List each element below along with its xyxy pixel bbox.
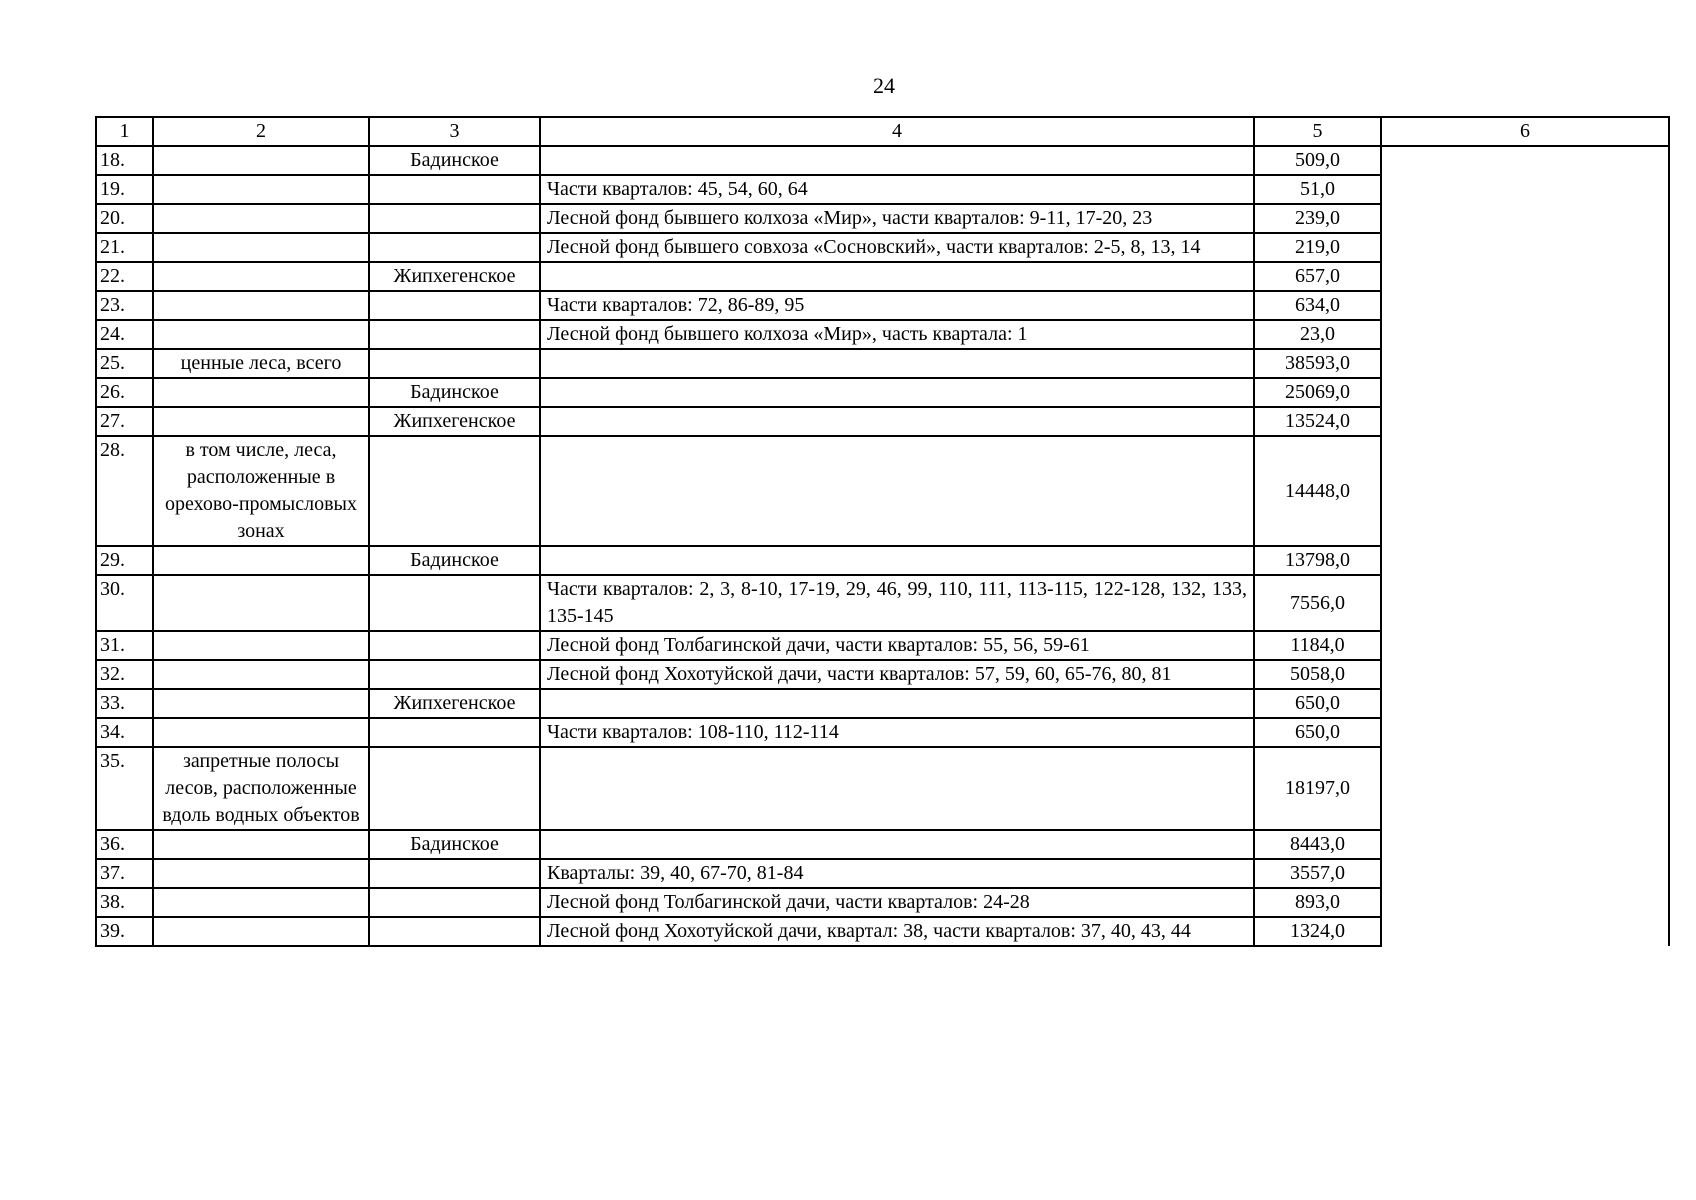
row-number-cell: 27. [96, 407, 153, 436]
district-cell [369, 718, 540, 747]
empty-cell [1381, 436, 1669, 546]
district-cell [369, 660, 540, 689]
category-cell [153, 291, 369, 320]
empty-cell [1381, 689, 1669, 718]
empty-cell [1381, 747, 1669, 830]
row-number-cell: 28. [96, 436, 153, 546]
area-cell: 18197,0 [1254, 747, 1381, 830]
table-row [96, 436, 1669, 546]
area-cell: 509,0 [1254, 146, 1381, 175]
category-cell [153, 859, 369, 888]
category-cell [153, 320, 369, 349]
table-row [96, 631, 1669, 660]
category-cell [153, 175, 369, 204]
row-number-cell: 19. [96, 175, 153, 204]
column-header: 1 [96, 117, 153, 146]
category-cell [153, 660, 369, 689]
table-row [96, 747, 1669, 830]
district-cell: Бадинское [369, 146, 540, 175]
area-cell: 893,0 [1254, 888, 1381, 917]
description-cell: Лесной фонд Толбагинской дачи, части кварталов: 24-28 [540, 888, 1254, 917]
table-row [96, 689, 1669, 718]
empty-cell [1381, 146, 1669, 175]
row-number-cell: 20. [96, 204, 153, 233]
description-cell: Лесной фонд Хохотуйской дачи, части кварталов: 57, 59, 60, 65-76, 80, 81 [540, 660, 1254, 689]
table-row [96, 718, 1669, 747]
area-cell: 25069,0 [1254, 378, 1381, 407]
empty-cell [1381, 320, 1669, 349]
category-cell: ценные леса, всего [153, 349, 369, 378]
area-cell: 239,0 [1254, 204, 1381, 233]
district-cell [369, 320, 540, 349]
empty-cell [1381, 175, 1669, 204]
row-number-cell: 18. [96, 146, 153, 175]
row-number-cell: 25. [96, 349, 153, 378]
description-cell: Части кварталов: 2, 3, 8-10, 17-19, 29, 46, 99, 110, 111, 113-115, 122-128, 132, 133, 135-145 [540, 575, 1254, 631]
area-cell: 1324,0 [1254, 917, 1381, 946]
column-header: 2 [153, 117, 369, 146]
empty-cell [1381, 859, 1669, 888]
category-cell [153, 546, 369, 575]
category-cell [153, 917, 369, 946]
empty-cell [1381, 718, 1669, 747]
category-cell [153, 689, 369, 718]
area-cell: 13798,0 [1254, 546, 1381, 575]
description-cell [540, 747, 1254, 830]
district-cell [369, 888, 540, 917]
table-row [96, 575, 1669, 631]
category-cell: в том числе, леса, расположенные в орехово-промысловых зонах [153, 436, 369, 546]
district-cell: Бадинское [369, 546, 540, 575]
empty-cell [1381, 262, 1669, 291]
empty-cell [1381, 575, 1669, 631]
district-cell: Бадинское [369, 378, 540, 407]
row-number-cell: 30. [96, 575, 153, 631]
table-row [96, 830, 1669, 859]
row-number-cell: 39. [96, 917, 153, 946]
table-row [96, 349, 1669, 378]
category-cell: запретные полосы лесов, расположенные вдоль водных объектов [153, 747, 369, 830]
column-header: 4 [540, 117, 1254, 146]
column-header: 3 [369, 117, 540, 146]
table-row [96, 204, 1669, 233]
category-cell [153, 262, 369, 291]
table-row [96, 146, 1669, 175]
area-cell: 1184,0 [1254, 631, 1381, 660]
row-number-cell: 22. [96, 262, 153, 291]
category-cell [153, 888, 369, 917]
district-cell [369, 204, 540, 233]
area-cell: 650,0 [1254, 689, 1381, 718]
description-cell [540, 546, 1254, 575]
empty-cell [1381, 631, 1669, 660]
area-cell: 14448,0 [1254, 436, 1381, 546]
row-number-cell: 34. [96, 718, 153, 747]
district-cell [369, 631, 540, 660]
district-cell: Жипхегенское [369, 262, 540, 291]
description-cell: Лесной фонд Толбагинской дачи, части кварталов: 55, 56, 59-61 [540, 631, 1254, 660]
empty-cell [1381, 291, 1669, 320]
district-cell [369, 349, 540, 378]
category-cell [153, 830, 369, 859]
category-cell [153, 718, 369, 747]
description-cell [540, 146, 1254, 175]
description-cell: Части кварталов: 45, 54, 60, 64 [540, 175, 1254, 204]
table-row [96, 917, 1669, 946]
description-cell [540, 349, 1254, 378]
row-number-cell: 38. [96, 888, 153, 917]
row-number-cell: 24. [96, 320, 153, 349]
description-cell: Лесной фонд Хохотуйской дачи, квартал: 38, части кварталов: 37, 40, 43, 44 [540, 917, 1254, 946]
district-cell: Жипхегенское [369, 407, 540, 436]
table-row [96, 546, 1669, 575]
row-number-cell: 35. [96, 747, 153, 830]
district-cell [369, 859, 540, 888]
area-cell: 38593,0 [1254, 349, 1381, 378]
area-cell: 650,0 [1254, 718, 1381, 747]
district-cell [369, 575, 540, 631]
table-row [96, 291, 1669, 320]
description-cell: Лесной фонд бывшего колхоза «Мир», части кварталов: 9-11, 17-20, 23 [540, 204, 1254, 233]
row-number-cell: 36. [96, 830, 153, 859]
description-cell [540, 407, 1254, 436]
area-cell: 8443,0 [1254, 830, 1381, 859]
table-row [96, 888, 1669, 917]
table-row [96, 407, 1669, 436]
row-number-cell: 31. [96, 631, 153, 660]
area-cell: 13524,0 [1254, 407, 1381, 436]
area-cell: 3557,0 [1254, 859, 1381, 888]
description-cell: Части кварталов: 108-110, 112-114 [540, 718, 1254, 747]
district-cell [369, 747, 540, 830]
category-cell [153, 631, 369, 660]
empty-cell [1381, 349, 1669, 378]
row-number-cell: 21. [96, 233, 153, 262]
district-cell [369, 291, 540, 320]
column-header: 5 [1254, 117, 1381, 146]
district-cell: Бадинское [369, 830, 540, 859]
table-row [96, 859, 1669, 888]
empty-cell [1381, 917, 1669, 946]
description-cell: Лесной фонд бывшего совхоза «Сосновский», части кварталов: 2-5, 8, 13, 14 [540, 233, 1254, 262]
category-cell [153, 146, 369, 175]
description-cell [540, 378, 1254, 407]
empty-cell [1381, 378, 1669, 407]
table-row [96, 320, 1669, 349]
area-cell: 51,0 [1254, 175, 1381, 204]
description-cell: Кварталы: 39, 40, 67-70, 81-84 [540, 859, 1254, 888]
page-number: 24 [873, 73, 895, 98]
row-number-cell: 37. [96, 859, 153, 888]
empty-cell [1381, 204, 1669, 233]
description-cell: Части кварталов: 72, 86-89, 95 [540, 291, 1254, 320]
description-cell: Лесной фонд бывшего колхоза «Мир», часть квартала: 1 [540, 320, 1254, 349]
empty-cell [1381, 233, 1669, 262]
empty-cell [1381, 660, 1669, 689]
description-cell [540, 689, 1254, 718]
category-cell [153, 575, 369, 631]
data-table [95, 116, 1670, 947]
row-number-cell: 29. [96, 546, 153, 575]
empty-cell [1381, 407, 1669, 436]
category-cell [153, 378, 369, 407]
area-cell: 634,0 [1254, 291, 1381, 320]
table-row [96, 175, 1669, 204]
row-number-cell: 33. [96, 689, 153, 718]
description-cell [540, 830, 1254, 859]
empty-cell [1381, 888, 1669, 917]
table-row [96, 378, 1669, 407]
district-cell [369, 233, 540, 262]
district-cell: Жипхегенское [369, 689, 540, 718]
row-number-cell: 26. [96, 378, 153, 407]
table-row [96, 660, 1669, 689]
column-header: 6 [1381, 117, 1669, 146]
table-header-row [96, 117, 1669, 146]
row-number-cell: 32. [96, 660, 153, 689]
table-row [96, 262, 1669, 291]
area-cell: 23,0 [1254, 320, 1381, 349]
district-cell [369, 436, 540, 546]
district-cell [369, 917, 540, 946]
description-cell [540, 436, 1254, 546]
area-cell: 657,0 [1254, 262, 1381, 291]
area-cell: 7556,0 [1254, 575, 1381, 631]
area-cell: 219,0 [1254, 233, 1381, 262]
area-cell: 5058,0 [1254, 660, 1381, 689]
category-cell [153, 407, 369, 436]
table-row [96, 233, 1669, 262]
description-cell [540, 262, 1254, 291]
district-cell [369, 175, 540, 204]
category-cell [153, 233, 369, 262]
category-cell [153, 204, 369, 233]
empty-cell [1381, 830, 1669, 859]
empty-cell [1381, 546, 1669, 575]
row-number-cell: 23. [96, 291, 153, 320]
